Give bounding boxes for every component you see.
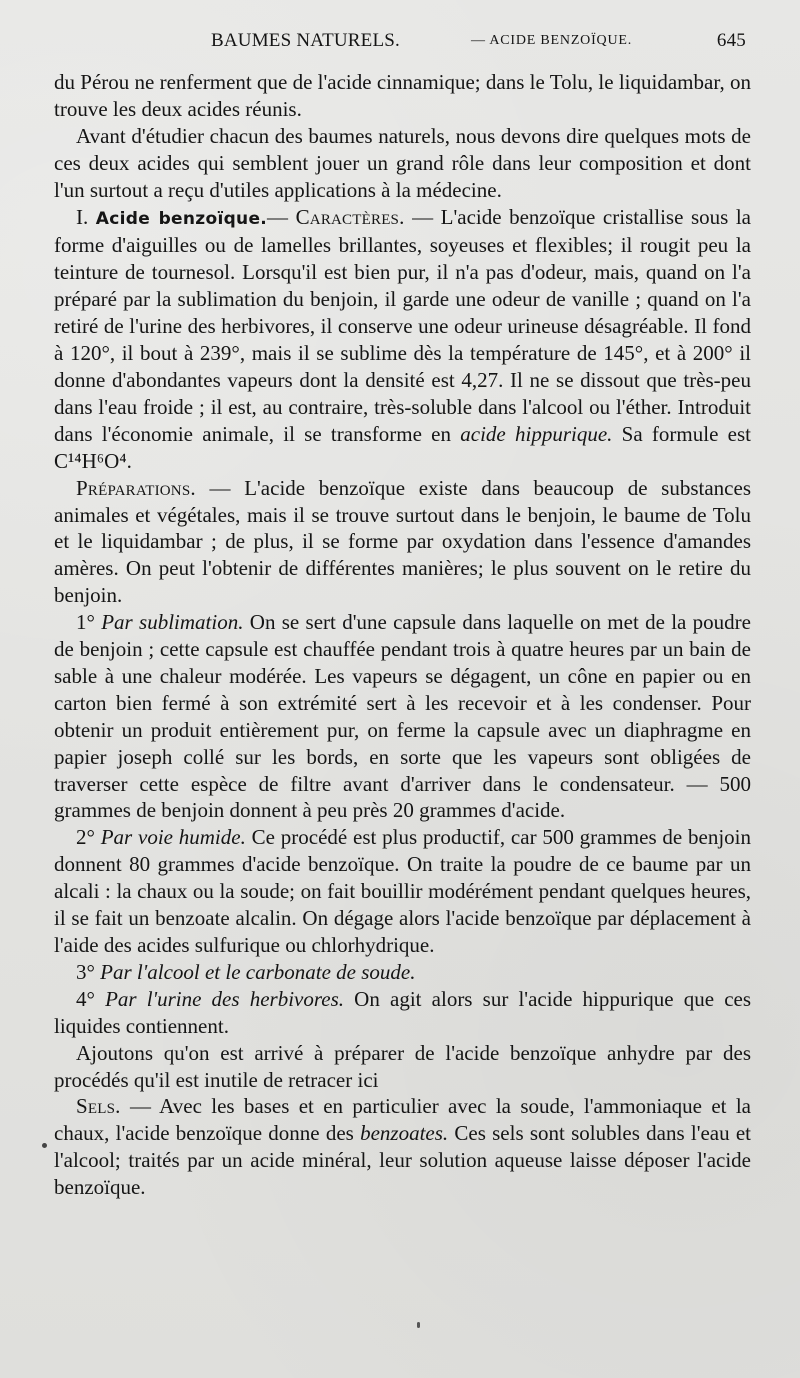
paragraph-2: Avant d'étudier chacun des baumes naturels, nous devons dire quelques mots de ces deux acides qui semblent jouer un grand rôle dans leur composition et dont l'un surtout a reçu d'utiles applications à la médecine. — [54, 123, 751, 202]
method-2-number: 2° — [76, 825, 95, 850]
method-2-title: Par voie humide. — [100, 825, 246, 850]
heading-dash: — — [267, 204, 296, 229]
section-heading: Acide benzoïque. — [95, 208, 268, 229]
method-4-number: 4° — [76, 986, 95, 1011]
method-3-number: 3° — [76, 959, 95, 984]
paragraph-7 — [54, 959, 751, 986]
paragraph-4 — [54, 475, 751, 610]
method-1-text: On se sert d'une capsule dans laquelle on met de la poudre de benjoin ; cette capsule est chauffée pendant trois à quatre heures par un bain de sable à une chaleur modérée. Les vapeurs se dégagent, un cône en papier ou en carton bien fermé à son extrémité sert à les recevoir et à les condenser. Pour obtenir un produit entièrement pur, on ferme la capsule avec un diaphragme en papier joseph collé sur les bords, en sorte que les vapeurs sont obligées de traverser cette espèce de filtre avant d'arriver dans le condensateur. — 500 grammes de benjoin donnent à peu près 20 grammes d'acide. — [54, 610, 751, 823]
paragraph-8 — [54, 986, 751, 1040]
paragraph-9: Ajoutons qu'on est arrivé à préparer de l'acide benzoïque anhydre par des procédés qu'il est inutile de retracer ici — [54, 1040, 751, 1092]
preparations-text: — L'acide benzoïque existe dans beaucoup de substances animales et végétales, mais il se trouve surtout dans le benjoin, le baume de Tolu et le liquidambar ; de plus, il se forme par oxydation dans l'essence d'amandes amères. On peut l'obtenir de différentes manières; le plus souvent on le retire du benjoin. — [54, 475, 751, 608]
salts-text: — Avec les bases et en particulier avec la soude, l'ammoniaque et la chaux, l'acide benzoïque donne des — [54, 1094, 751, 1146]
main-text — [54, 69, 751, 1201]
method-4-title: Par l'urine des herbivores. — [105, 986, 345, 1011]
paragraph-5 — [54, 609, 751, 824]
formula-text: Sa formule est C¹⁴H⁶O⁴. — [54, 421, 751, 473]
hippuric-acid-term: acide hippurique. — [460, 421, 613, 446]
benzoates-term: benzoates. — [360, 1121, 449, 1146]
running-header — [56, 30, 746, 60]
paragraph-10 — [54, 1093, 751, 1201]
salts-text-end: Ces sels sont solubles dans l'eau et l'alcool; traités par un acide minéral, leur solution aqueuse laisse déposer l'acide benzoïque. — [54, 1121, 752, 1200]
section-number: I. — [76, 204, 89, 229]
method-2-text: Ce procédé est plus productif, car 500 grammes de benjoin donnent 80 grammes d'acide benzoïque. On traite la poudre de ce baume par un alcali : la chaux ou la soude; on fait bouillir modérément pendant quelques heures, il se fait un benzoate alcalin. On dégage alors l'acide benzoïque par déplacement à l'aide des acides sulfurique ou chlorhydrique. — [54, 825, 752, 957]
salts-label: Sels. — [76, 1094, 121, 1119]
bottom-ink-mark — [417, 1322, 420, 1328]
method-1-number: 1° — [76, 610, 95, 635]
paragraph-6 — [54, 824, 751, 959]
characters-text: — L'acide benzoïque cristallise sous la forme d'aiguilles ou de lamelles brillantes, soyeuses et flexibles; il rougit peu la teinture de tournesol. Lorsqu'il est bien pur, il n'a pas d'odeur, mais, quand on l'a préparé par la sublimation du benjoin, il garde une odeur de vanille ; quand on l'a retiré de l'urine des herbivores, il conserve une odeur urineuse désagréable. Il fond à 120°, il bout à 239°, mais il se sublime dès la température de 145°, et à 200° il donne d'abondantes vapeurs dont la densité est 4,27. Il ne se dissout que très-peu dans l'eau froide ; il est, au contraire, très-soluble dans l'alcool ou l'éther. Introduit dans l'économie animale, il se transforme en — [54, 204, 751, 446]
header-subtitle — [471, 33, 632, 49]
header-subtitle-text: ACIDE BENZOÏQUE. — [489, 33, 633, 48]
header-dash: — — [471, 33, 486, 48]
preparations-label: Préparations. — [76, 475, 196, 500]
page-number: 645 — [716, 30, 746, 51]
header-title: BAUMES NATURELS. — [211, 30, 400, 51]
method-3-title: Par l'alcool et le carbonate de soude. — [100, 959, 416, 984]
margin-ink-spot — [42, 1143, 47, 1148]
method-4-text: On agit alors sur l'acide hippurique que ces liquides contiennent. — [54, 986, 752, 1038]
characters-label: Caractères. — [295, 204, 405, 229]
paragraph-3 — [54, 204, 751, 475]
method-1-title: Par sublimation. — [101, 610, 244, 635]
paragraph-1: du Pérou ne renferment que de l'acide cinnamique; dans le Tolu, le liquidambar, on trouve les deux acides réunis. — [54, 70, 751, 121]
